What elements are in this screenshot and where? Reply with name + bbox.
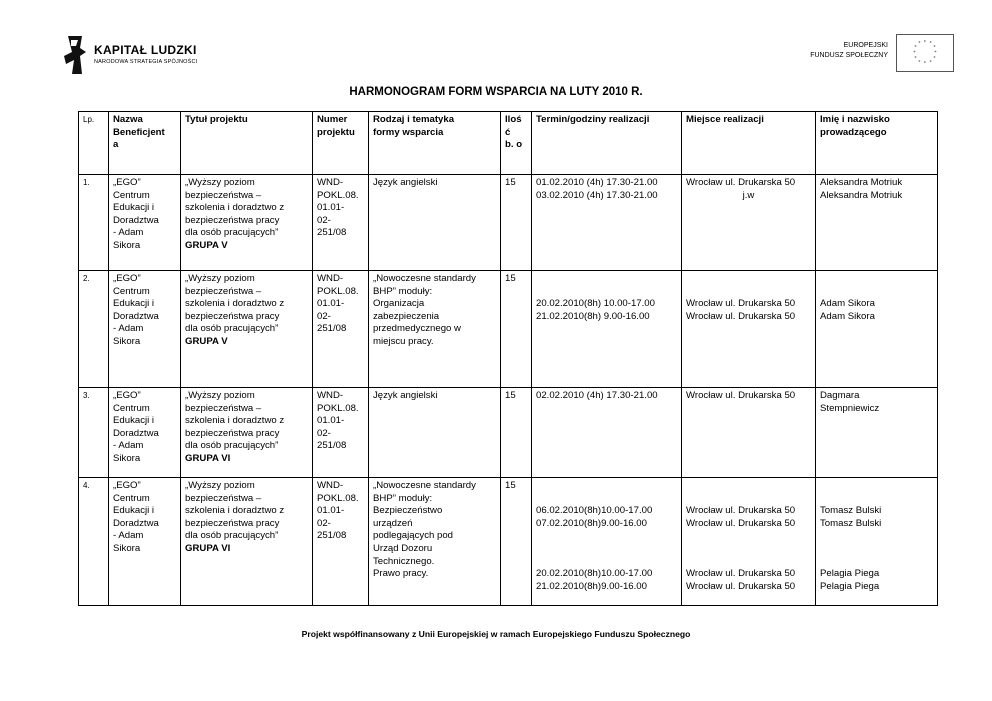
svg-text:*: * — [918, 60, 921, 66]
cell-lp: 3. — [79, 388, 109, 478]
group-label: GRUPA VI — [185, 542, 231, 554]
cell-trainer: Tomasz Bulski Tomasz Bulski Pelagia Piega Pelagia Piega — [816, 478, 938, 606]
document-title: HARMONOGRAM FORM WSPARCIA NA LUTY 2010 R. — [349, 86, 643, 98]
cell-count: 15 — [501, 478, 532, 606]
svg-text:*: * — [914, 56, 917, 62]
group-label: GRUPA VI — [185, 452, 231, 464]
header-project-title: Tytuł projektu — [181, 112, 313, 175]
header-beneficiary: Nazwa Beneficjent a — [109, 112, 181, 175]
group-label: GRUPA V — [185, 239, 228, 251]
cell-place: Wrocław ul. Drukarska 50 Wrocław ul. Drukarska 50 Wrocław ul. Drukarska 50 Wrocław ul. Drukarska 50 — [682, 478, 816, 606]
cell-count: 15 — [501, 271, 532, 388]
cell-project-title: „Wyższy poziom bezpieczeństwa – szkolenia i doradztwo z bezpieczeństwa pracy dla osób pracujących” GRUPA VI — [181, 478, 313, 606]
cell-project-title: „Wyższy poziom bezpieczeństwa – szkolenia i doradztwo z bezpieczeństwa pracy dla osób pracujących” GRUPA VI — [181, 388, 313, 478]
cell-dates: 20.02.2010(8h) 10.00-17.00 21.02.2010(8h) 9.00-16.00 — [532, 271, 682, 388]
schedule-table — [78, 111, 938, 606]
cell-project-title: „Wyższy poziom bezpieczeństwa – szkolenia i doradztwo z bezpieczeństwa pracy dla osób pracujących” GRUPA V — [181, 271, 313, 388]
cell-count: 15 — [501, 388, 532, 478]
svg-text:*: * — [934, 50, 937, 56]
header-place: Miejsce realizacji — [682, 112, 816, 175]
table-row — [79, 175, 938, 271]
cell-dates: 01.02.2010 (4h) 17.30-21.00 03.02.2010 (4h) 17.30-21.00 — [532, 175, 682, 271]
efs-logo — [800, 34, 960, 74]
cell-dates: 06.02.2010(8h)10.00-17.00 07.02.2010(8h)9.00-16.00 20.02.2010(8h)10.00-17.00 21.02.2010(8h)9.00-16.00 — [532, 478, 682, 606]
svg-text:*: * — [933, 45, 936, 51]
header-count: Iloś ć b. o — [501, 112, 532, 175]
group-label: GRUPA V — [185, 335, 228, 347]
cell-lp: 1. — [79, 175, 109, 271]
cell-beneficiary: „EGO” Centrum Edukacji i Doradztwa - Adam Sikora — [109, 271, 181, 388]
cell-type: „Nowoczesne standardy BHP” moduły: Bezpieczeństwo urządzeń podlegających pod Urząd Dozoru Technicznego. Prawo pracy. — [369, 478, 501, 606]
table-row — [79, 271, 938, 388]
cell-lp: 4. — [79, 478, 109, 606]
cell-trainer: Dagmara Stempniewicz — [816, 388, 938, 478]
svg-text:*: * — [923, 40, 927, 46]
header-lp: Lp. — [79, 112, 109, 175]
cell-project-number: WND- POKL.08. 01.01- 02- 251/08 — [313, 175, 369, 271]
svg-text:*: * — [933, 56, 936, 62]
cell-place: Wrocław ul. Drukarska 50 j.w — [682, 175, 816, 271]
svg-text:*: * — [913, 50, 916, 56]
cell-beneficiary: „EGO” Centrum Edukacji i Doradztwa - Adam Sikora — [109, 175, 181, 271]
table-row — [79, 388, 938, 478]
table-header-row — [79, 112, 938, 175]
cell-place: Wrocław ul. Drukarska 50 Wrocław ul. Drukarska 50 — [682, 271, 816, 388]
cell-project-title: „Wyższy poziom bezpieczeństwa – szkolenia i doradztwo z bezpieczeństwa pracy dla osób pracujących” GRUPA V — [181, 175, 313, 271]
cell-project-number: WND- POKL.08. 01.01- 02- 251/08 — [313, 478, 369, 606]
cell-beneficiary: „EGO” Centrum Edukacji i Doradztwa - Adam Sikora — [109, 478, 181, 606]
header-trainer: Imię i nazwisko prowadzącego — [816, 112, 938, 175]
kapital-ludzki-figure-icon — [62, 34, 88, 76]
cell-lp: 2. — [79, 271, 109, 388]
cell-type: „Nowoczesne standardy BHP” moduły: Organizacja zabezpieczenia przedmedycznego w miejscu pracy. — [369, 271, 501, 388]
svg-text:*: * — [923, 61, 927, 67]
header-dates: Termin/godziny realizacji — [532, 112, 682, 175]
footer-note: Projekt współfinansowany z Unii Europejskiej w ramach Europejskiego Funduszu Społecznego — [301, 629, 691, 639]
cell-dates: 02.02.2010 (4h) 17.30-21.00 — [532, 388, 682, 478]
svg-text:*: * — [918, 41, 921, 47]
header-type: Rodzaj i tematyka formy wsparcia — [369, 112, 501, 175]
cell-beneficiary: „EGO” Centrum Edukacji i Doradztwa - Adam Sikora — [109, 388, 181, 478]
svg-text:*: * — [929, 41, 932, 47]
cell-project-number: WND- POKL.08. 01.01- 02- 251/08 — [313, 271, 369, 388]
svg-text:*: * — [914, 45, 917, 51]
cell-place: Wrocław ul. Drukarska 50 — [682, 388, 816, 478]
cell-type: Język angielski — [369, 388, 501, 478]
cell-type: Język angielski — [369, 175, 501, 271]
logo-left-subtitle: NARODOWA STRATEGIA SPÓJNOŚCI — [94, 59, 198, 65]
table-row — [79, 478, 938, 606]
logo-right-line1: EUROPEJSKI — [843, 42, 888, 49]
svg-text:*: * — [929, 60, 932, 66]
header-project-number: Numer projektu — [313, 112, 369, 175]
cell-trainer: Adam Sikora Adam Sikora — [816, 271, 938, 388]
logo-left-name: KAPITAŁ LUDZKI — [94, 43, 197, 57]
eu-stars-flag-icon — [896, 34, 954, 72]
kapital-ludzki-logo — [62, 34, 212, 76]
logo-right-line2: FUNDUSZ SPOŁECZNY — [810, 52, 888, 59]
cell-count: 15 — [501, 175, 532, 271]
cell-trainer: Aleksandra Motriuk Aleksandra Motriuk — [816, 175, 938, 271]
cell-project-number: WND- POKL.08. 01.01- 02- 251/08 — [313, 388, 369, 478]
